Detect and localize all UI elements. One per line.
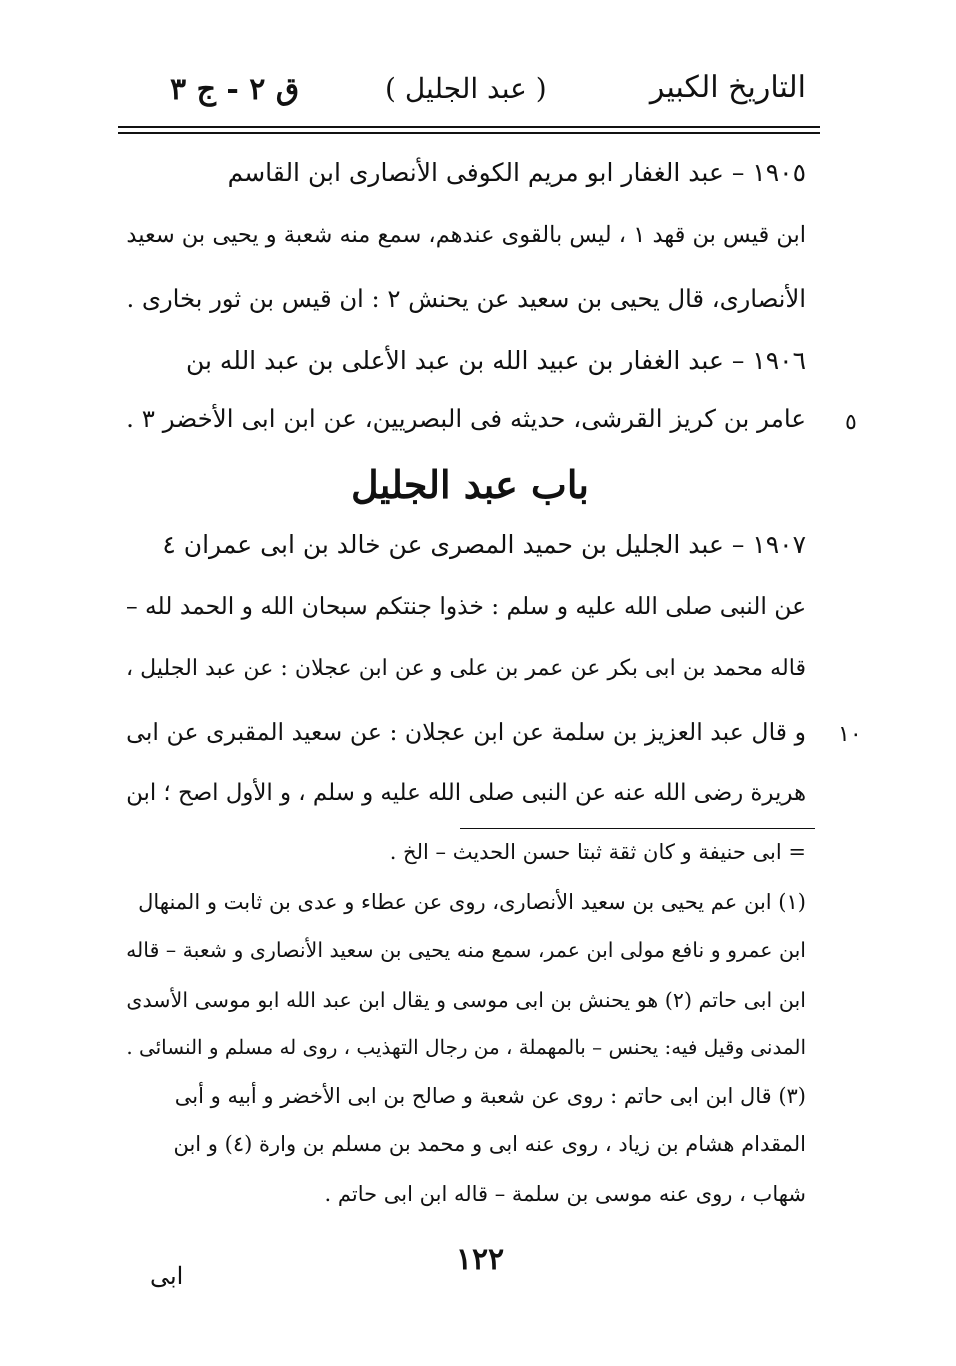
page-number: ١٢٢ bbox=[455, 1242, 505, 1277]
catchword: ابى bbox=[150, 1262, 184, 1290]
chapter-heading: باب عبد الجليل bbox=[351, 462, 589, 507]
header-rule-top bbox=[118, 126, 820, 128]
body-line-2: ابن قيس بن قهد ١ ، ليس بالقوى عندهم، سمع منه شعبة و يحيى بن سعيد bbox=[126, 222, 806, 248]
running-title: التاريخ الكبير bbox=[649, 70, 806, 105]
body-line-9: و قال عبد العزيز بن سلمة عن ابن عجلان : عن سعيد المقبرى عن ابى bbox=[126, 718, 806, 746]
footnote-line-4: المدنى وقيل فيه: يحنس – بالمهملة ، من رجال التهذيب ، روى له مسلم و النسائى . bbox=[126, 1036, 806, 1059]
body-line-10: هريرة رضى الله عنه عن النبى صلى الله عليه و سلم ، و الأول اصح ؛ ابن bbox=[126, 780, 806, 806]
header-rule-bottom bbox=[118, 132, 820, 134]
body-line-5: عامر بن كريز القرشى، حديثه فى البصريين، عن ابن ابى الأخضر ٣ . bbox=[126, 404, 806, 433]
footnote-line-2: ابن عمرو و نافع مولى ابن عمر، سمع منه يحيى بن سعيد الأنصارى و شعبة – قاله bbox=[126, 938, 806, 962]
body-line-3: الأنصارى، قال يحيى بن سعيد عن يحنش ٢ : ان قيس بن ثور بخارى . bbox=[126, 284, 806, 313]
footnote-line-6: المقدام هشام بن زياد ، روى عنه ابى و محمد بن مسلم بن وارة (٤) و ابن bbox=[173, 1132, 806, 1156]
body-line-4: ١٩٠٦ – عبد الغفار بن عبيد الله بن عبد الأعلى بن عبد الله بن bbox=[185, 346, 806, 375]
section-title: ( عبد الجليل ) bbox=[385, 72, 547, 105]
volume-label: ق ٢ - ج ٣ bbox=[170, 72, 300, 107]
body-line-6: ١٩٠٧ – عبد الجليل بن حميد المصرى عن خالد بن ابى عمران ٤ bbox=[162, 530, 806, 559]
line-number-10: ١٠ bbox=[838, 722, 862, 747]
footnote-line-1: (١) ابن عم يحيى بن سعيد الأنصارى، روى عن عطاء و عدى بن ثابت و المنهال bbox=[138, 890, 806, 914]
footnote-line-5: (٣) قال ابن ابى حاتم : روى عن شعبة و صالح بن ابى الأخضر و أبيه و أبى bbox=[174, 1084, 806, 1108]
body-line-1: ١٩٠٥ – عبد الغفار ابو مريم الكوفى الأنصارى ابن القاسم bbox=[227, 158, 806, 187]
footnote-line-3: ابن ابى حاتم (٢) هو يحنش بن ابى موسى و يقال ابن عبد الله ابو موسى الأسدى bbox=[126, 988, 806, 1012]
body-line-7: عن النبى صلى الله عليه و سلم : خذوا جنتكم سبحان الله و الحمد لله – bbox=[125, 592, 806, 620]
line-number-5: ٥ bbox=[845, 410, 857, 435]
footnote-line-7: شهاب ، روى عنه موسى بن سلمة – قاله ابن ابى حاتم . bbox=[324, 1182, 806, 1206]
footnote-rule bbox=[460, 828, 815, 829]
continuation-note: = ابى حنيفة و كان ثقة ثبتا حسن الحديث – الخ . bbox=[389, 840, 806, 864]
body-line-8: قاله محمد بن ابى بكر عن عمر بن على و عن ابن عجلان : عن عبد الجليل ، bbox=[126, 656, 806, 681]
